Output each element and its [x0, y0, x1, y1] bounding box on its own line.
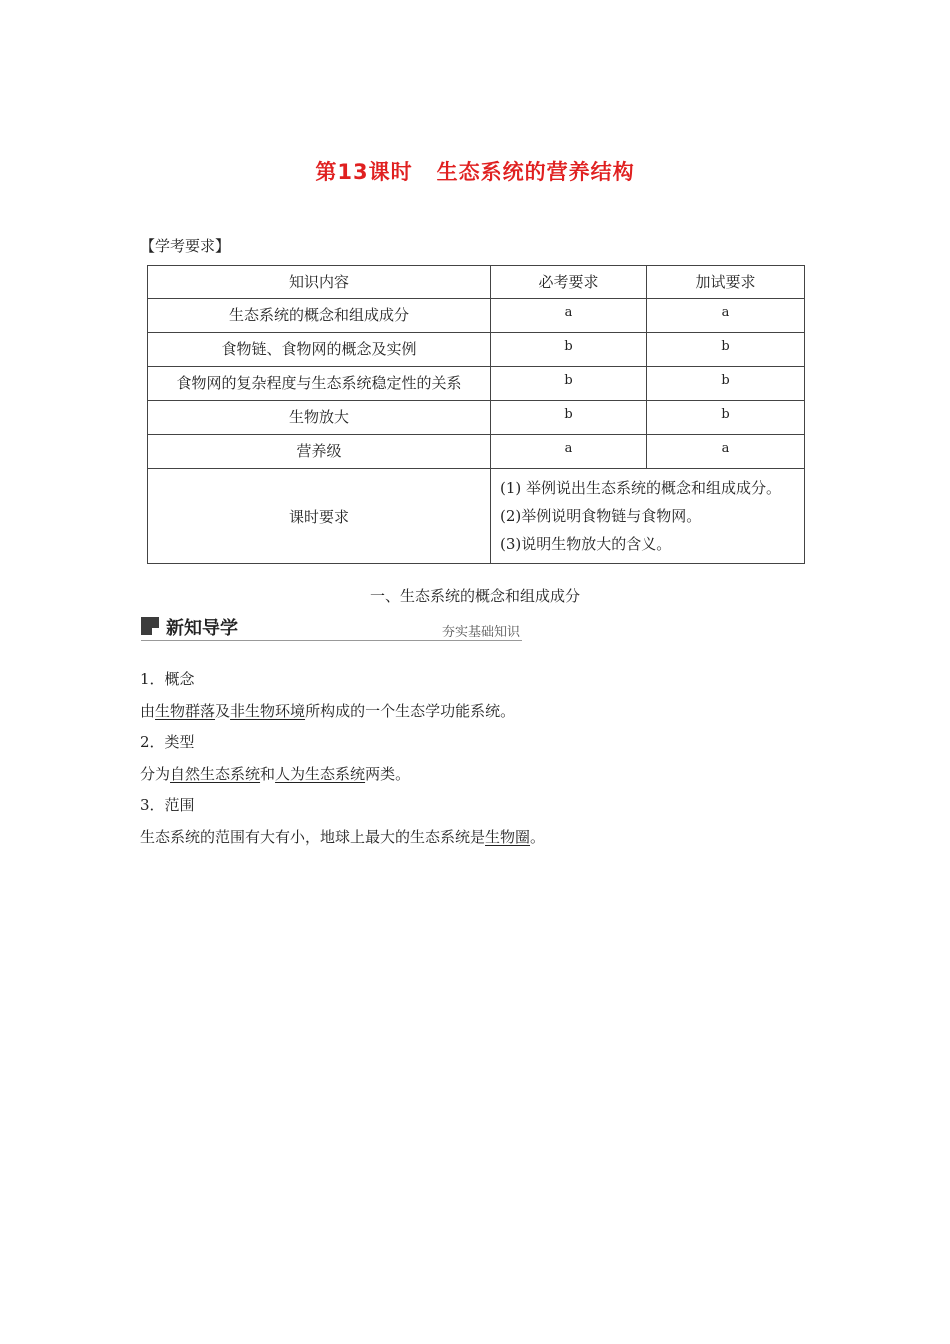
- text: 分为: [140, 765, 171, 783]
- lesson-requirement-line: (1) 举例说出生态系统的概念和组成成分。(2)举例说明食物链与食物网。: [500, 479, 782, 525]
- table-row: [148, 435, 805, 469]
- section-banner: [141, 615, 522, 643]
- section-heading: 一、生态系统的概念和组成成分: [369, 587, 580, 605]
- square-icon: [141, 617, 159, 635]
- header-cell: 必考要求: [491, 266, 647, 299]
- text: 由: [140, 702, 156, 720]
- item-heading: 1．概念: [140, 670, 195, 688]
- table-cell: 食物链、食物网的概念及实例: [148, 333, 491, 367]
- table-header-row: [148, 266, 805, 299]
- paragraph-types: [140, 763, 410, 784]
- table-cell: 营养级: [148, 435, 491, 469]
- text: 生态系统的范围有大有小，地球上最大的生态系统是: [140, 828, 486, 846]
- paragraph-concept: [140, 700, 515, 721]
- table-cell: 生物放大: [148, 401, 491, 435]
- lesson-topic: 生态系统的营养结构: [436, 160, 635, 184]
- table-row: [148, 299, 805, 333]
- table-row: [148, 333, 805, 367]
- text: 两类。: [365, 765, 411, 783]
- table-cell: b: [647, 401, 805, 435]
- item-heading: 2．类型: [140, 733, 195, 751]
- lesson-number: 第13课时: [315, 160, 413, 184]
- answer-blank: 非生物环境: [230, 702, 306, 720]
- table-row: [148, 401, 805, 435]
- table-cell: b: [491, 401, 647, 435]
- lesson-requirement-text: [491, 469, 805, 564]
- banner-title: 新知导学: [166, 618, 238, 639]
- text: 所构成的一个生态学功能系统。: [305, 702, 516, 720]
- table-cell: a: [491, 299, 647, 333]
- lesson-requirement-label-text: 课时要求: [288, 507, 349, 526]
- lesson-requirement-row: [148, 469, 805, 564]
- table-cell: b: [647, 367, 805, 401]
- table-cell: 食物网的复杂程度与生态系统稳定性的关系: [148, 367, 491, 401]
- requirements-label: 【学考要求】: [140, 237, 231, 255]
- text: 。: [530, 828, 546, 846]
- table-cell: b: [491, 333, 647, 367]
- table-cell: a: [647, 435, 805, 469]
- header-cell: 加试要求: [647, 266, 805, 299]
- answer-blank: 生物群落: [155, 702, 216, 720]
- banner-divider: [141, 640, 522, 641]
- table-cell: b: [647, 333, 805, 367]
- item-heading: 3．范围: [140, 796, 195, 814]
- table-cell: a: [491, 435, 647, 469]
- table-cell: 生态系统的概念和组成成分: [148, 299, 491, 333]
- page-title: [0, 156, 950, 186]
- answer-blank: 人为生态系统: [275, 765, 366, 783]
- lesson-requirement-label: [148, 469, 491, 564]
- requirements-table: [147, 265, 805, 564]
- table-cell: a: [647, 299, 805, 333]
- table-cell: b: [491, 367, 647, 401]
- banner-subtitle: 夯实基础知识: [441, 625, 520, 640]
- table-row: [148, 367, 805, 401]
- lesson-requirement-line: (3)说明生物放大的含义。: [500, 535, 672, 553]
- text: 和: [260, 765, 276, 783]
- answer-blank: 生物圈: [485, 828, 531, 846]
- header-cell: 知识内容: [148, 266, 491, 299]
- answer-blank: 自然生态系统: [170, 765, 261, 783]
- text: 及: [215, 702, 231, 720]
- paragraph-scope: [140, 826, 545, 847]
